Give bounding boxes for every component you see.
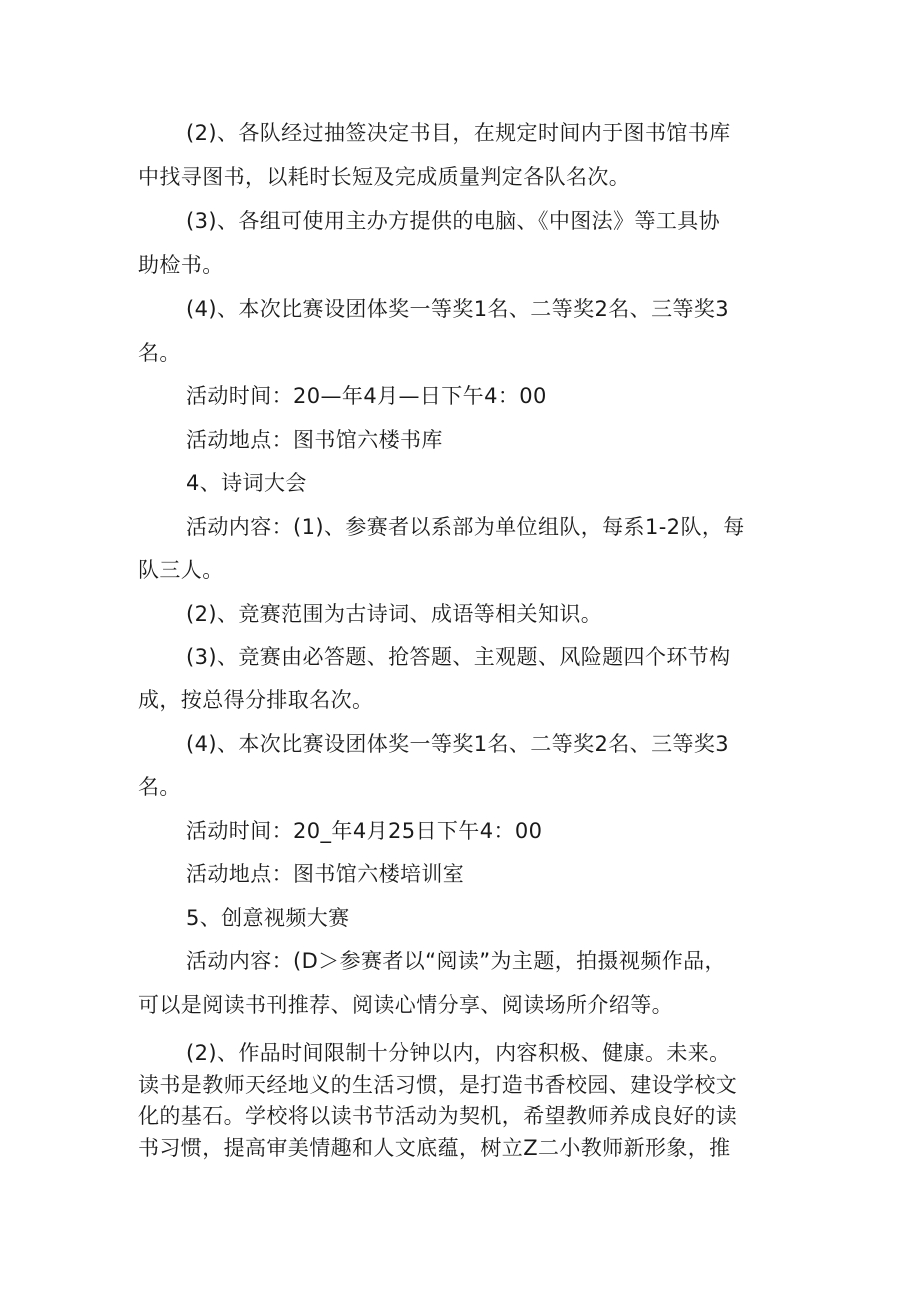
text-line: (3)、各组可使用主办方提供的电脑、《中图法》等工具协 [186, 209, 721, 233]
text-line: (4)、本次比赛设团体奖一等奖1名、二等奖2名、三等奖3 [186, 297, 730, 321]
text-line: 活动地点：图书馆六楼培训室 [186, 862, 465, 886]
text-line: (2)、作品时间限制十分钟以内，内容积极、健康。未来。 [186, 1041, 731, 1065]
text-line: (2)、竞赛范围为古诗词、成语等相关知识。 [186, 602, 603, 626]
text-line: 中找寻图书，以耗时长短及完成质量判定各队名次。 [138, 165, 631, 189]
text-line: 书习惯，提高审美情趣和人文底蕴，树立Z二小教师新形象，推 [138, 1136, 731, 1160]
text-line: 活动时间：20—年4月—日下午4：00 [186, 384, 547, 408]
text-line: 可以是阅读书刊推荐、阅读心情分享、阅读场所介绍等。 [138, 993, 673, 1017]
section-heading: 4、诗词大会 [186, 471, 307, 495]
text-line: 活动地点：图书馆六楼书库 [186, 428, 443, 452]
text-line: 活动时间：20_年4月25日下午4：00 [186, 819, 543, 843]
text-line: (4)、本次比赛设团体奖一等奖1名、二等奖2名、三等奖3 [186, 732, 730, 756]
text-line: 成，按总得分排取名次。 [138, 688, 374, 712]
text-line: (2)、各队经过抽签决定书目，在规定时间内于图书馆书库 [186, 121, 731, 145]
text-line: 队三人。 [138, 558, 224, 582]
text-line: 名。 [138, 341, 181, 365]
text-line: 活动内容：(D＞参赛者以“阅读”为主题，拍摄视频作品， [186, 949, 726, 973]
text-line: 名。 [138, 775, 181, 799]
section-heading: 5、创意视频大赛 [186, 906, 350, 930]
text-line: (3)、竞赛由必答题、抢答题、主观题、风险题四个环节构 [186, 645, 731, 669]
text-line: 助检书。 [138, 253, 224, 277]
text-line: 读书是教师天经地义的生活习惯，是打造书香校园、建设学校文 [138, 1073, 738, 1097]
text-line: 活动内容：(1)、参赛者以系部为单位组队，每系1-2队，每 [186, 515, 745, 539]
text-line: 化的基石。学校将以读书节活动为契机，希望教师养成良好的读 [138, 1104, 738, 1128]
